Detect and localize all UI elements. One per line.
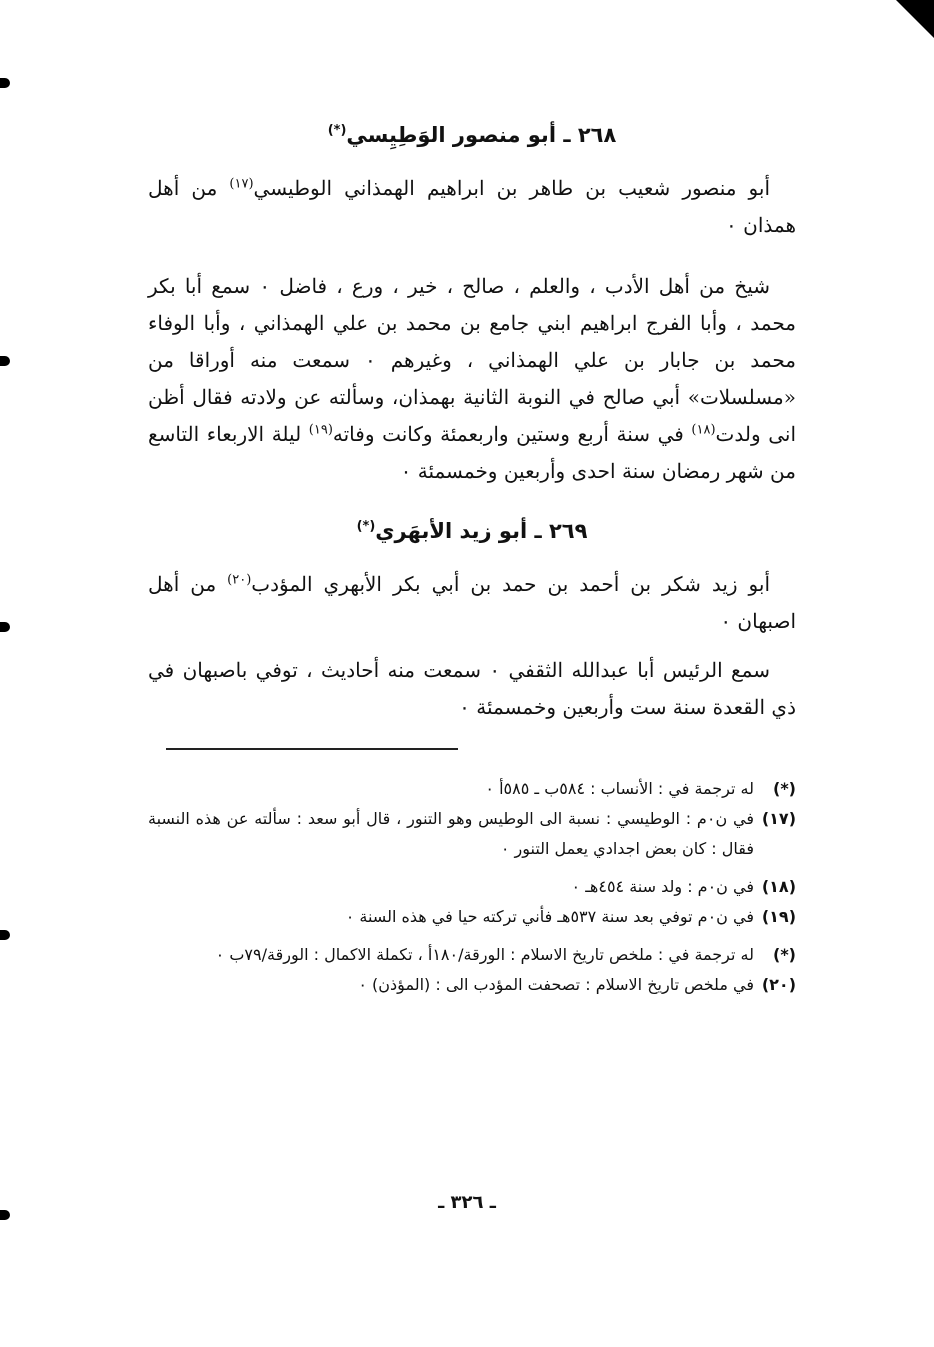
footnote xyxy=(148,902,796,932)
binding-hole-mark xyxy=(0,356,10,366)
footnote xyxy=(148,970,796,1000)
footnote-mark: (٢٠) xyxy=(761,975,796,994)
title-footnote-mark: (*) xyxy=(327,123,347,138)
paragraph-text: شيخ من أهل الأدب ، والعلم ، صالح ، خير ، ورع ، فاضل ٠ سمع أبا بكر محمد ، وأبا الفرج ابراهيم ابني جامع بن محمد بن علي الهمذاني ، وأبا الوفاء محمد بن جابار بن علي الهمذاني ، وغيرهم ٠ سمعت منه أوراقا من «مسلسلات» أبي صالح في النوبة الثانية بهمذان، وسألته عن ولادته فقال أظن انى ولدت xyxy=(148,274,796,446)
footnote-ref: (١٨) xyxy=(691,422,716,438)
footnote-mark: (*) xyxy=(773,945,796,964)
entry-title xyxy=(148,118,796,152)
title-footnote-mark: (*) xyxy=(356,519,376,534)
footnote-text: في ملخص تاريخ الاسلام : تصحفت المؤدب الى : (المؤذن) ٠ xyxy=(358,975,754,994)
footnote xyxy=(148,804,796,864)
document-page xyxy=(148,118,796,1000)
binding-hole-mark xyxy=(0,622,10,632)
paragraph-text: في سنة أربع وستين واربعمئة وكانت وفاته xyxy=(332,422,692,446)
footnote-ref: (٢٠) xyxy=(227,572,252,588)
entry-paragraph xyxy=(148,566,796,640)
entry-269 xyxy=(148,514,796,726)
entry-paragraph xyxy=(148,652,796,726)
paragraph-text: من أهل اصبهان ٠ xyxy=(148,572,796,633)
footnote-text: في ن٠م : ولد سنة ٤٥٤هـ ٠ xyxy=(571,877,754,896)
binding-hole-mark xyxy=(0,78,10,88)
entry-paragraph xyxy=(148,268,796,490)
paragraph-text: من أهل همذان ٠ xyxy=(148,176,796,237)
entry-title xyxy=(148,514,796,548)
paragraph-text: ليلة الاربعاء التاسع من شهر رمضان سنة احدى وأربعين وخمسمئة ٠ xyxy=(148,422,796,483)
footnote-mark: (*) xyxy=(773,779,796,798)
footnote-ref: (١٩) xyxy=(308,422,333,438)
entry-title-text: ٢٦٨ ـ أبو منصور الوَطِيِسي xyxy=(346,123,617,147)
footnote xyxy=(148,872,796,902)
footnote-text: في ن٠م : الوطيسي : نسبة الى الوطيس وهو التنور ، قال أبو سعد : سألته عن هذه النسبة فقال : كان بعض اجدادي يعمل التنور ٠ xyxy=(148,809,754,858)
footnote-text: له ترجمة في : ملخص تاريخ الاسلام : الورقة/١٨٠أ ، تكملة الاكمال : الورقة/٧٩ب ٠ xyxy=(215,945,754,964)
corner-registration-mark xyxy=(896,0,934,38)
entry-paragraph xyxy=(148,170,796,244)
binding-hole-mark xyxy=(0,930,10,940)
footnote xyxy=(148,940,796,970)
footnote-mark: (١٨) xyxy=(761,877,796,896)
footnote xyxy=(148,774,796,804)
footnote-mark: (١٧) xyxy=(761,809,796,828)
paragraph-text: سمع الرئيس أبا عبدالله الثقفي ٠ سمعت منه أحاديث ، توفي باصبهان في ذي القعدة سنة ست وأربعين وخمسمئة ٠ xyxy=(148,658,796,719)
footnote-mark: (١٩) xyxy=(761,907,796,926)
page-number: ـ ٣٢٦ ـ xyxy=(438,1192,496,1213)
footnote-text: له ترجمة في : الأنساب : ٥٨٤ب ـ ٥٨٥أ ٠ xyxy=(485,779,754,798)
footnotes xyxy=(148,774,796,1000)
entry-268 xyxy=(148,118,796,490)
paragraph-text: أبو منصور شعيب بن طاهر بن ابراهيم الهمذاني الوطيسي xyxy=(253,176,771,200)
paragraph-text: أبو زيد شكر بن أحمد بن حمد بن أبي بكر الأبهري المؤدب xyxy=(251,572,770,596)
entry-title-text: ٢٦٩ ـ أبو زيد الأبهَري xyxy=(375,519,588,543)
footnote-ref: (١٧) xyxy=(229,176,254,192)
footnote-divider xyxy=(166,748,458,750)
footnote-text: في ن٠م توفي بعد سنة ٥٣٧هـ فأني تركته حيا في هذه السنة ٠ xyxy=(345,907,754,926)
